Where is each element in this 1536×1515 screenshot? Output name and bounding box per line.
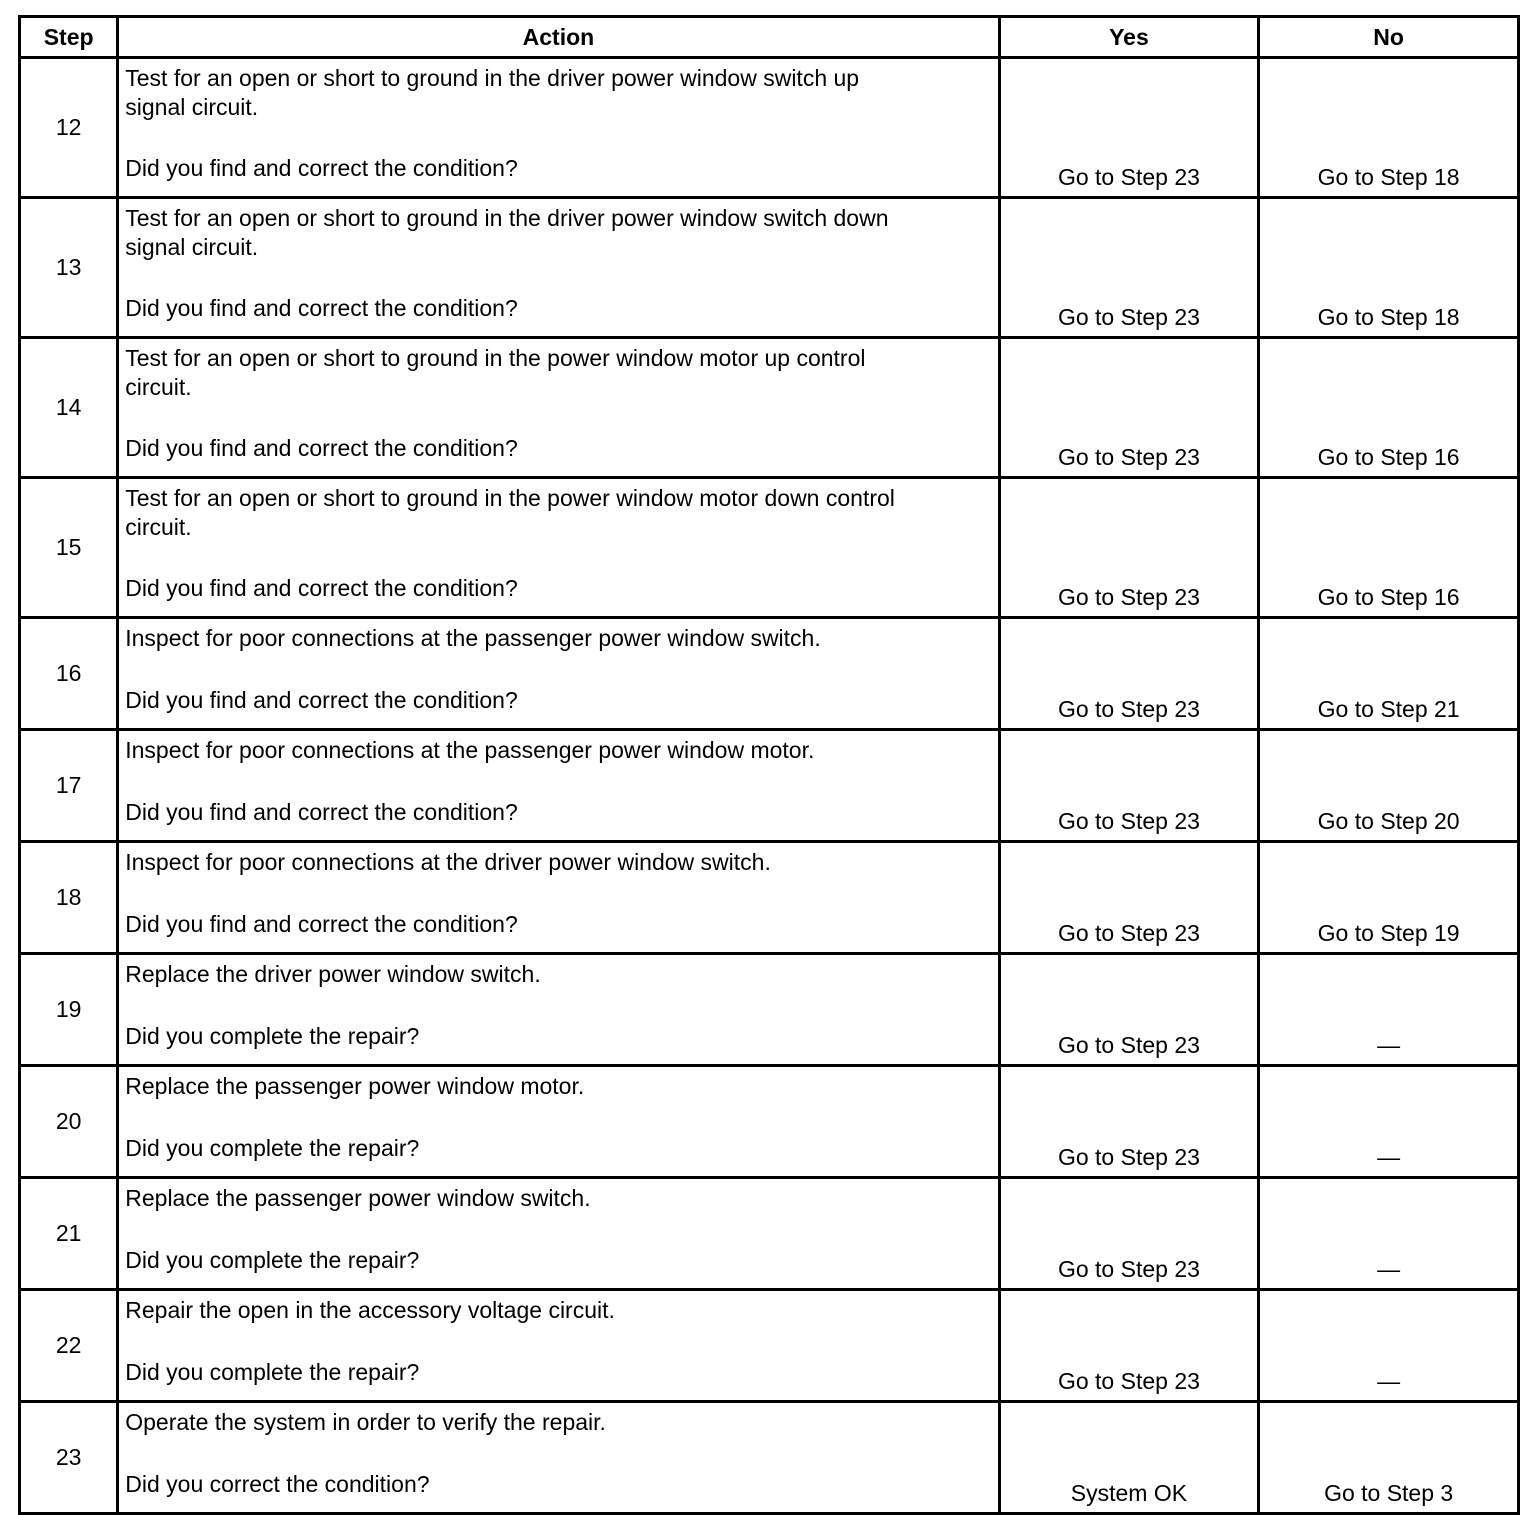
step-number: 16 xyxy=(20,618,118,730)
step-number: 13 xyxy=(20,198,118,338)
diagnostic-table xyxy=(18,15,1520,1515)
step-number: 19 xyxy=(20,954,118,1066)
action-question: Did you find and correct the condition? xyxy=(125,155,518,181)
step-number: 15 xyxy=(20,478,118,618)
action-question: Did you complete the repair? xyxy=(125,1135,420,1161)
step-number: 17 xyxy=(20,730,118,842)
table-row xyxy=(20,198,1519,338)
action-cell xyxy=(118,338,999,478)
yes-result: System OK xyxy=(999,1402,1259,1514)
action-cell xyxy=(118,618,999,730)
diagnostic-table-container xyxy=(18,15,1520,1515)
action-cell xyxy=(118,1402,999,1514)
action-text: Inspect for poor connections at the passenger power window motor. xyxy=(125,737,815,763)
step-number: 21 xyxy=(20,1178,118,1290)
action-text: Test for an open or short to ground in the driver power window switch up xyxy=(125,65,860,91)
action-text: circuit. xyxy=(125,514,192,540)
step-number: 14 xyxy=(20,338,118,478)
no-result: Go to Step 3 xyxy=(1259,1402,1519,1514)
table-row xyxy=(20,1402,1519,1514)
no-result: — xyxy=(1259,1066,1519,1178)
action-question: Did you find and correct the condition? xyxy=(125,687,518,713)
action-text: Replace the passenger power window switch. xyxy=(125,1185,591,1211)
no-result: Go to Step 18 xyxy=(1259,198,1519,338)
action-question: Did you find and correct the condition? xyxy=(125,799,518,825)
header-no: No xyxy=(1259,17,1519,58)
no-result: — xyxy=(1259,1178,1519,1290)
yes-result: Go to Step 23 xyxy=(999,618,1259,730)
no-result: — xyxy=(1259,1290,1519,1402)
action-cell xyxy=(118,730,999,842)
action-question: Did you find and correct the condition? xyxy=(125,295,518,321)
yes-result: Go to Step 23 xyxy=(999,478,1259,618)
table-row xyxy=(20,618,1519,730)
action-text: Test for an open or short to ground in the power window motor up control xyxy=(125,345,866,371)
step-number: 12 xyxy=(20,58,118,198)
table-row xyxy=(20,730,1519,842)
yes-result: Go to Step 23 xyxy=(999,730,1259,842)
step-number: 18 xyxy=(20,842,118,954)
action-cell xyxy=(118,1066,999,1178)
action-text: circuit. xyxy=(125,374,192,400)
action-cell xyxy=(118,478,999,618)
table-row xyxy=(20,338,1519,478)
action-text: Replace the driver power window switch. xyxy=(125,961,541,987)
header-yes: Yes xyxy=(999,17,1259,58)
no-result: Go to Step 18 xyxy=(1259,58,1519,198)
action-question: Did you complete the repair? xyxy=(125,1023,420,1049)
action-question: Did you find and correct the condition? xyxy=(125,435,518,461)
action-question: Did you find and correct the condition? xyxy=(125,911,518,937)
yes-result: Go to Step 23 xyxy=(999,198,1259,338)
yes-result: Go to Step 23 xyxy=(999,1178,1259,1290)
yes-result: Go to Step 23 xyxy=(999,1290,1259,1402)
action-text: Inspect for poor connections at the passenger power window switch. xyxy=(125,625,821,651)
action-text: Repair the open in the accessory voltage circuit. xyxy=(125,1297,615,1323)
table-row xyxy=(20,1178,1519,1290)
action-cell xyxy=(118,842,999,954)
action-text: signal circuit. xyxy=(125,234,259,260)
no-result: Go to Step 16 xyxy=(1259,478,1519,618)
action-cell xyxy=(118,1290,999,1402)
action-text: Test for an open or short to ground in the power window motor down control xyxy=(125,485,895,511)
no-result: Go to Step 21 xyxy=(1259,618,1519,730)
yes-result: Go to Step 23 xyxy=(999,1066,1259,1178)
action-cell xyxy=(118,198,999,338)
yes-result: Go to Step 23 xyxy=(999,338,1259,478)
no-result: Go to Step 16 xyxy=(1259,338,1519,478)
action-cell xyxy=(118,58,999,198)
yes-result: Go to Step 23 xyxy=(999,842,1259,954)
step-number: 22 xyxy=(20,1290,118,1402)
table-row xyxy=(20,954,1519,1066)
header-row xyxy=(20,17,1519,58)
yes-result: Go to Step 23 xyxy=(999,954,1259,1066)
action-cell xyxy=(118,1178,999,1290)
action-question: Did you complete the repair? xyxy=(125,1247,420,1273)
table-row xyxy=(20,842,1519,954)
action-text: signal circuit. xyxy=(125,94,259,120)
action-text: Inspect for poor connections at the driver power window switch. xyxy=(125,849,771,875)
action-cell xyxy=(118,954,999,1066)
action-text: Test for an open or short to ground in the driver power window switch down xyxy=(125,205,889,231)
action-question: Did you correct the condition? xyxy=(125,1471,430,1497)
no-result: Go to Step 20 xyxy=(1259,730,1519,842)
action-question: Did you complete the repair? xyxy=(125,1359,420,1385)
table-row xyxy=(20,1290,1519,1402)
yes-result: Go to Step 23 xyxy=(999,58,1259,198)
table-row xyxy=(20,1066,1519,1178)
action-text: Operate the system in order to verify the repair. xyxy=(125,1409,606,1435)
no-result: Go to Step 19 xyxy=(1259,842,1519,954)
header-step: Step xyxy=(20,17,118,58)
table-row xyxy=(20,478,1519,618)
step-number: 23 xyxy=(20,1402,118,1514)
action-text: Replace the passenger power window motor. xyxy=(125,1073,585,1099)
no-result: — xyxy=(1259,954,1519,1066)
header-action: Action xyxy=(118,17,999,58)
table-row xyxy=(20,58,1519,198)
action-question: Did you find and correct the condition? xyxy=(125,575,518,601)
step-number: 20 xyxy=(20,1066,118,1178)
